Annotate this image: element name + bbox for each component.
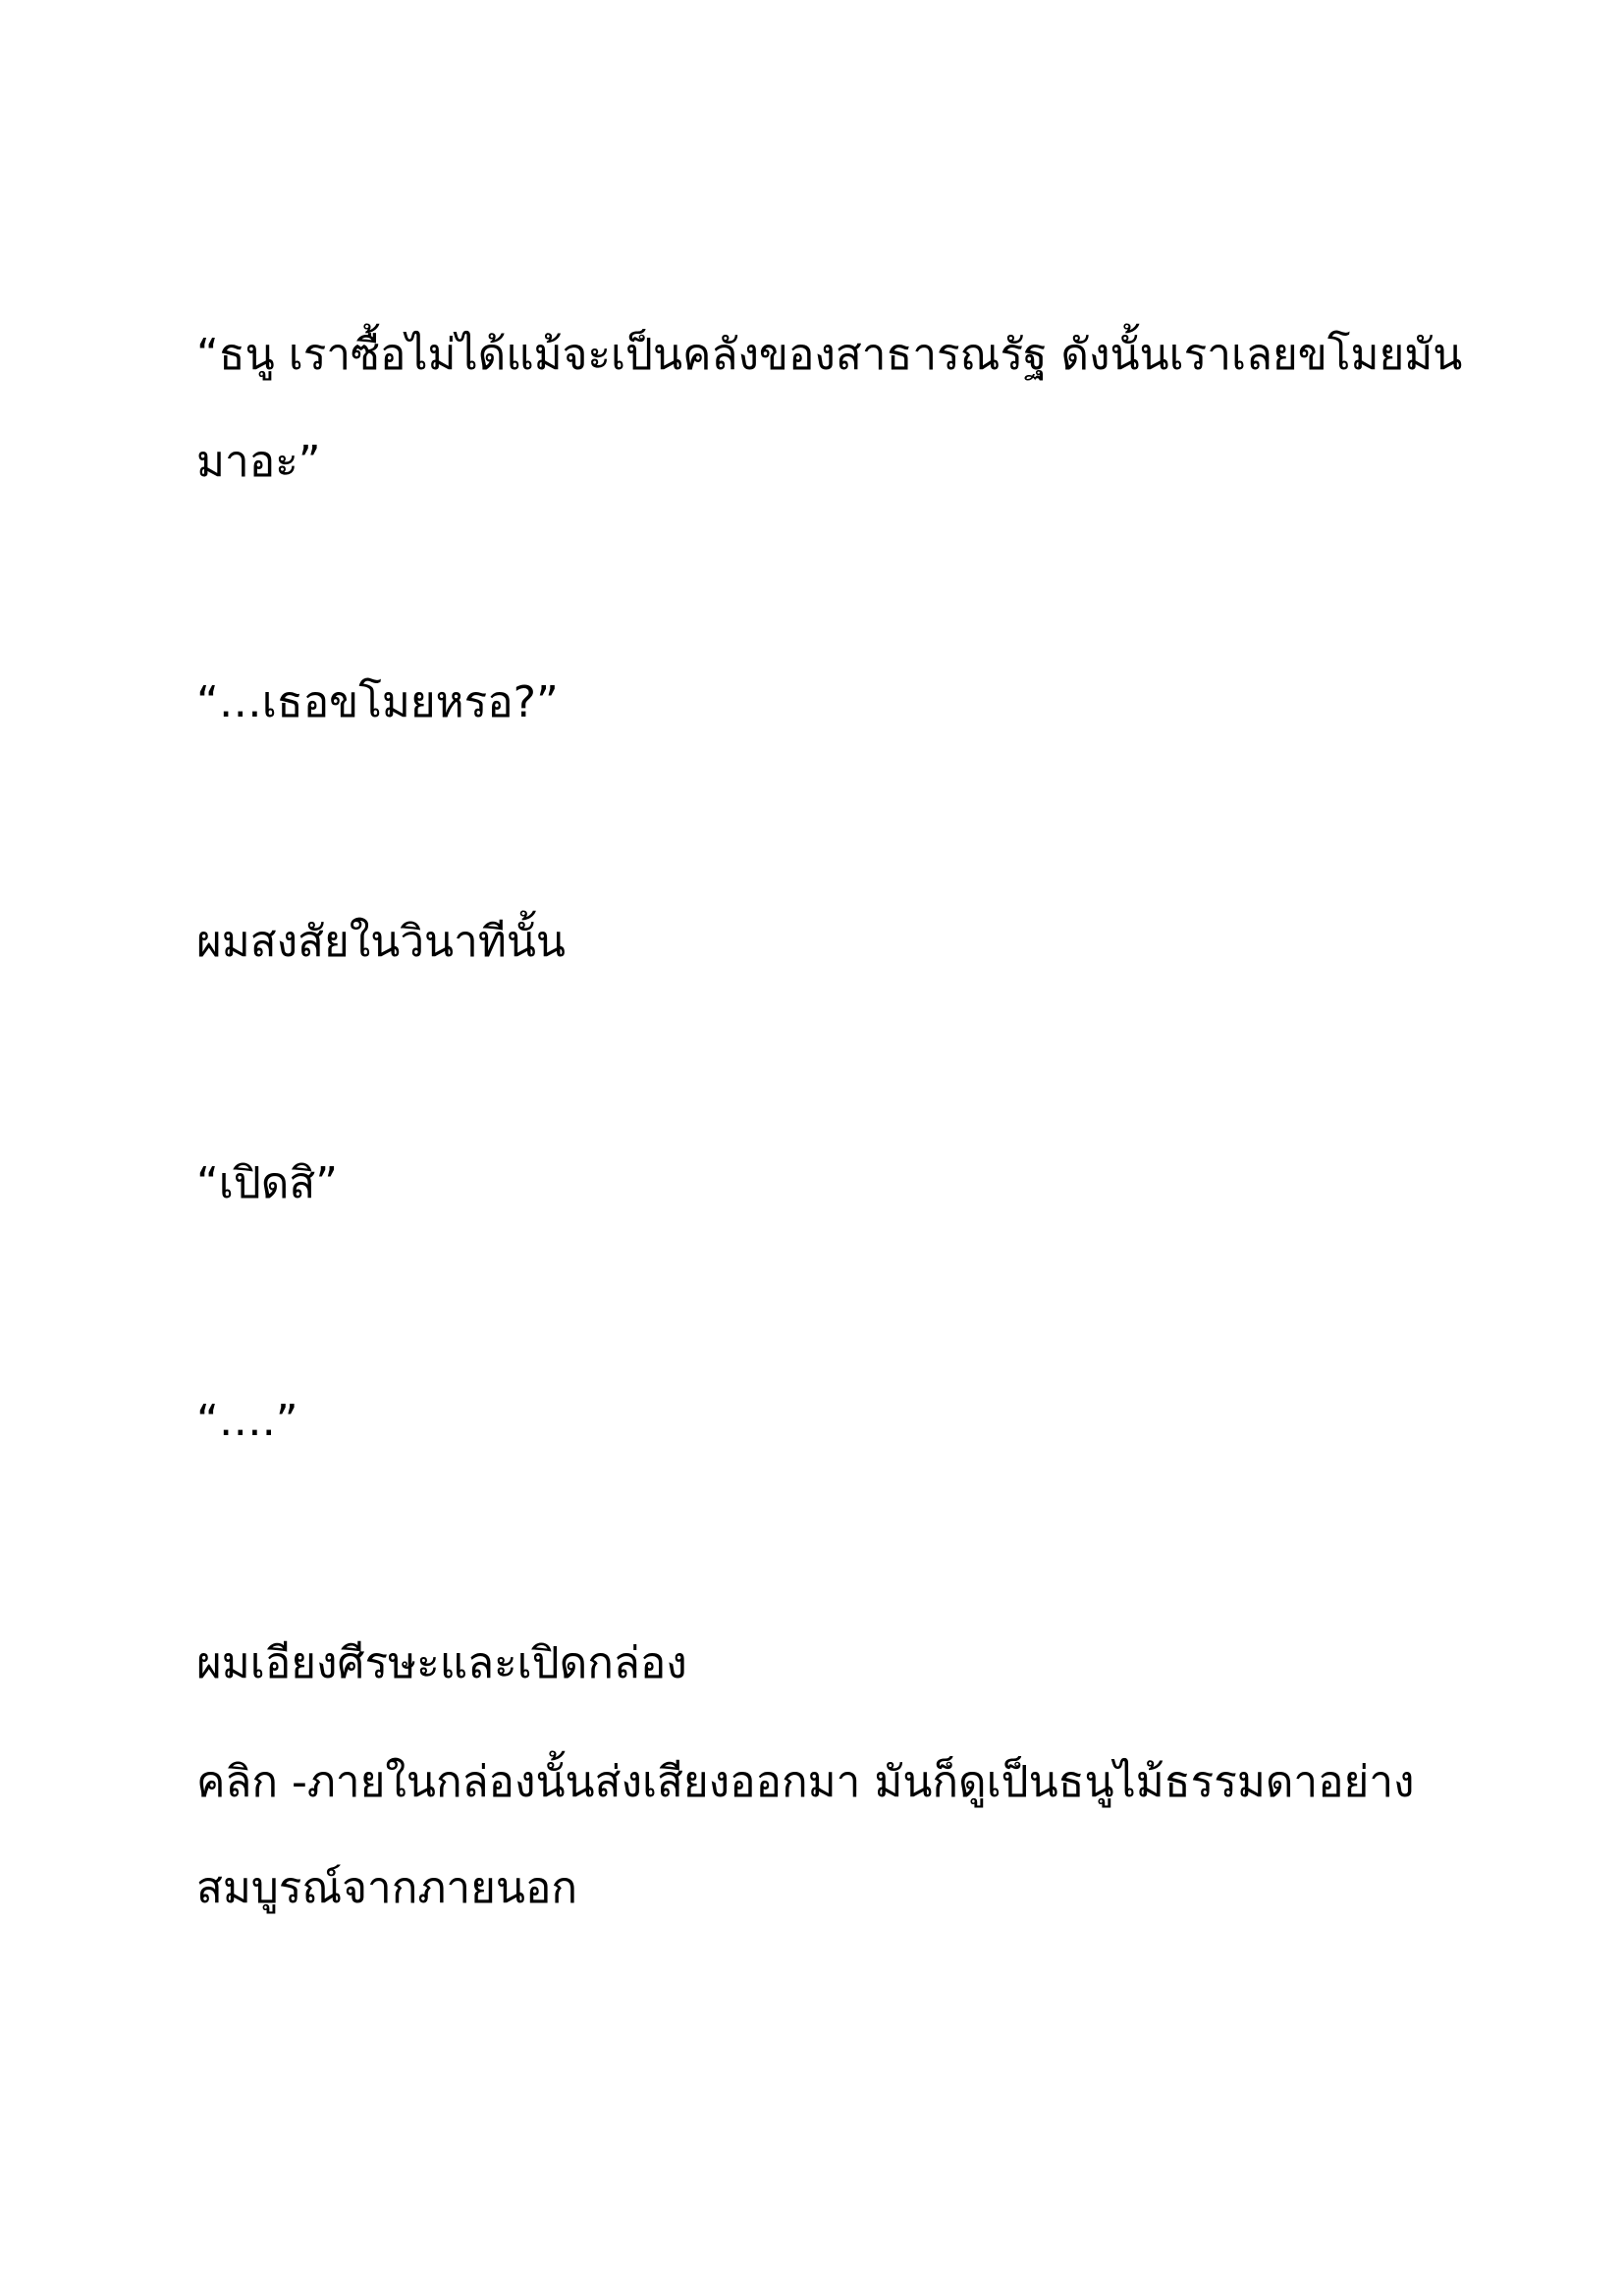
paragraph-line: “…เธอขโมยหรอ?”: [196, 677, 559, 727]
paragraph-line: “เปิดสิ”: [196, 1158, 338, 1208]
paragraph-line: ผมสงสัยในวินาทีนั้น: [196, 917, 566, 967]
paragraph-line: สมบูรณ์จากภายนอก: [196, 1863, 578, 1913]
paragraph-line: “ธนู เราซื้อไม่ได้แม้จะเป็นคลังของสาธารณรัฐ ดังนั้นเราเลยขโมยมัน: [196, 330, 1463, 380]
paragraph-line: มาอะ”: [196, 437, 321, 487]
paragraph-line: ผมเอียงศีรษะและเปิดกล่อง: [196, 1638, 687, 1688]
paragraph-line: “….”: [196, 1396, 298, 1446]
paragraph-line: คลิก -ภายในกล่องนั้นส่งเสียงออกมา มันก็ดูเป็นธนูไม้ธรรมดาอย่าง: [196, 1757, 1415, 1807]
